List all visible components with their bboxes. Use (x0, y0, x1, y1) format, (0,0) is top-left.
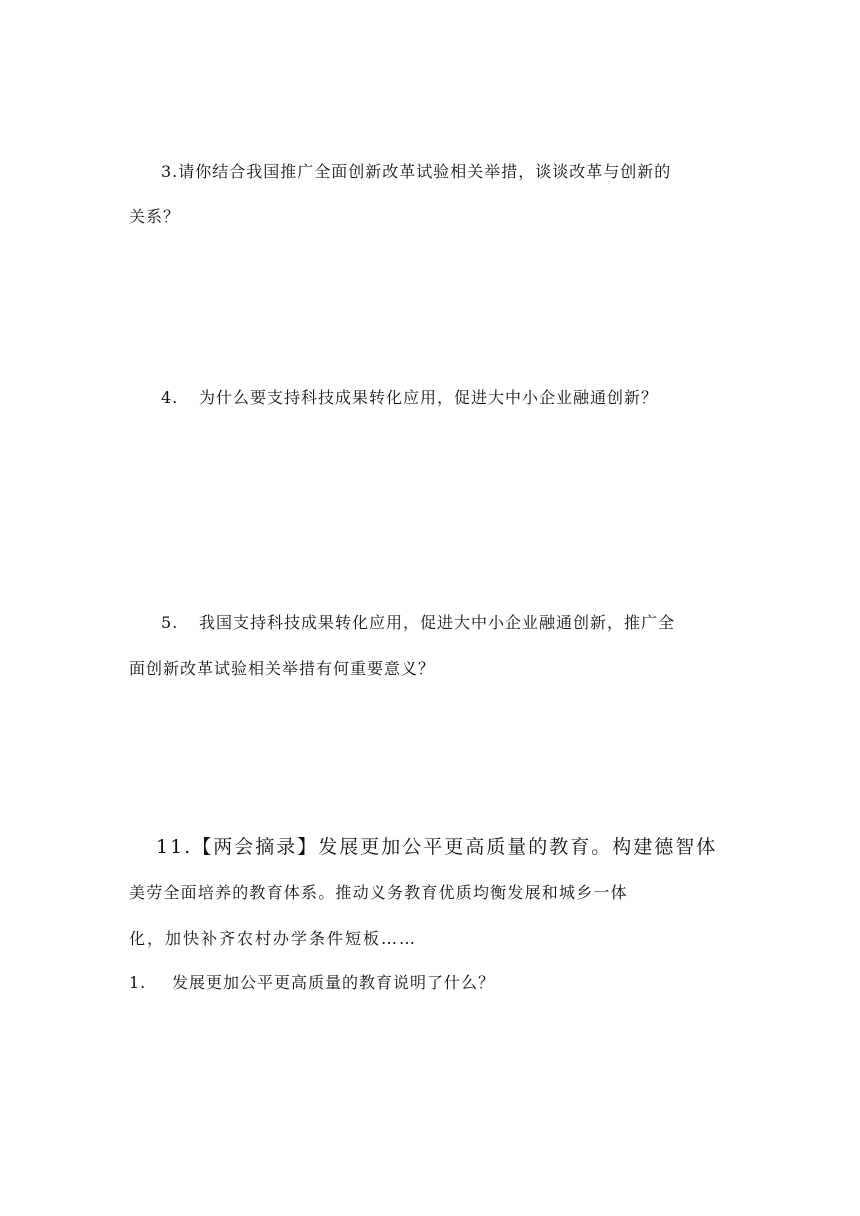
sub-question-1-number: 1. (129, 973, 147, 992)
sub-question-1-text: 发展更加公平更高质量的教育说明了什么？ (172, 973, 496, 992)
question-5-text-1: 我国支持科技成果转化应用，促进大中小企业融通创新，推广全 (199, 613, 676, 632)
question-3-line-1: 3.请你结合我国推广全面创新改革试验相关举措，谈谈改革与创新的 (161, 162, 672, 181)
question-5-line-2: 面创新改革试验相关举措有何重要意义？ (129, 659, 436, 678)
question-4-text: 为什么要支持科技成果转化应用，促进大中小企业融通创新？ (199, 388, 659, 407)
question-4 (161, 388, 658, 408)
question-11-line-1: 11.【两会摘录】发展更加公平更高质量的教育。构建德智体 (156, 836, 718, 858)
question-11-line-2: 美劳全面培养的教育体系。推动义务教育优质均衡发展和城乡一体 (129, 883, 628, 902)
question-5-number: 5. (161, 613, 179, 632)
question-4-number: 4. (161, 388, 179, 407)
question-3-line-2: 关系？ (129, 207, 181, 226)
question-5-line-1 (161, 613, 675, 633)
question-11-line-3: 化，加快补齐农村办学条件短板…… (129, 929, 418, 948)
sub-question-1 (129, 973, 495, 993)
